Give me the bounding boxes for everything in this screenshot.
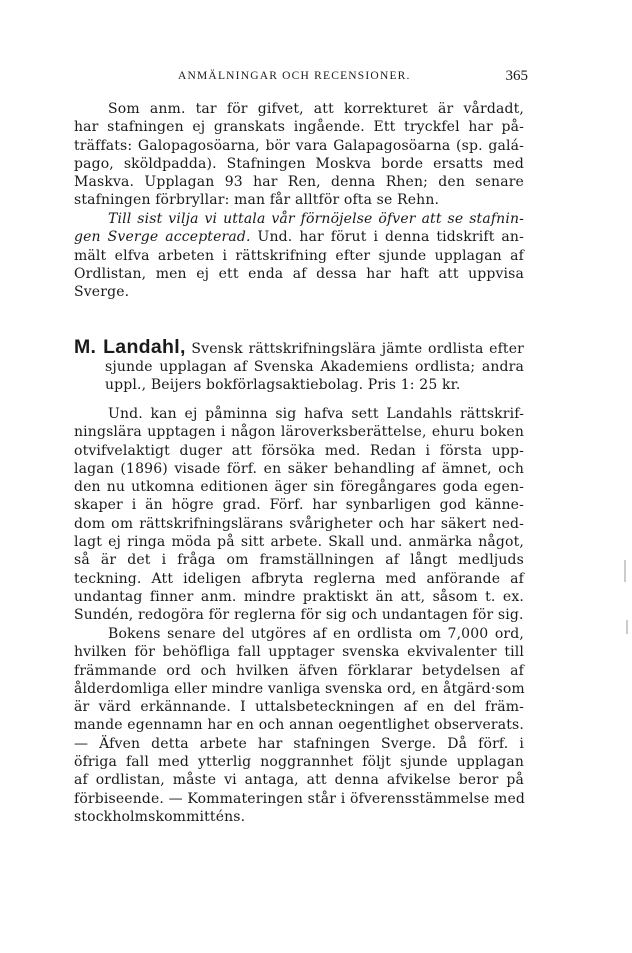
review-heading bbox=[74, 336, 524, 395]
review-heading-line bbox=[74, 336, 524, 358]
italic-text: Till sist vilja vi uttala vår förnöjelse öfver att se stafnin- bbox=[108, 211, 524, 227]
text-line: stockholmskommitténs. bbox=[74, 808, 246, 825]
text-line: så är det i fråga om framställningen af långt medljuds bbox=[74, 552, 524, 569]
scan-mark bbox=[624, 560, 626, 582]
intro-paragraph bbox=[74, 100, 524, 210]
text-line bbox=[74, 228, 524, 246]
running-head bbox=[80, 68, 528, 88]
italic-paragraph bbox=[74, 210, 524, 301]
text-line: lagan (1896) visade förf. en säker behandling af ämnet, och bbox=[74, 460, 524, 477]
page-number: 365 bbox=[505, 68, 528, 84]
text-line: Und. kan ej påminna sig hafva sett Landahls rättskrif- bbox=[108, 406, 524, 422]
text-line bbox=[74, 210, 524, 228]
text-line: ningslära upptagen i någon läroverksberättelse, ehuru boken bbox=[74, 424, 524, 441]
text-line: den nu utkomna editionen äger sin föregångares goda egen- bbox=[74, 479, 524, 496]
text-line: Sverge. bbox=[74, 284, 130, 301]
review-paragraph bbox=[74, 405, 524, 625]
text-line: undantag finner anm. mindre praktiskt än att, såsom t. ex. bbox=[74, 588, 524, 605]
italic-text: gen Sverge accepterad. bbox=[74, 229, 251, 246]
review-paragraph bbox=[74, 625, 524, 826]
text-line: öfriga fall med ytterlig noggrannhet följt sjunde upplagan bbox=[74, 754, 524, 771]
review-author: M. Landahl, bbox=[74, 336, 186, 358]
text-line: är värd erkännande. I uttalsbeteckningen af en del främ- bbox=[74, 699, 524, 716]
text-line: uppl., Beijers bokförlagsaktiebolag. Pris 1: 25 kr. bbox=[105, 377, 461, 394]
text-line: skaper i än högre grad. Förf. har synbarligen god känne- bbox=[74, 497, 524, 514]
text-line: Maskva. Upplagan 93 har Ren, denna Rhen; den senare bbox=[74, 174, 524, 191]
text-line: otvifvelaktigt duger att försöka med. Redan i första upp- bbox=[74, 442, 524, 459]
text-line: sjunde upplagan af Svenska Akademiens ordlista; andra bbox=[105, 359, 524, 375]
text-line: dom om rättskrifningslärans svårigheter och har säkert ned- bbox=[74, 515, 524, 532]
text-line: Sundén, redogöra för reglerna för sig och undantagen för sig. bbox=[74, 607, 524, 624]
running-title: ANMÄLNINGAR OCH RECENSIONER. bbox=[178, 70, 411, 82]
text-line: träffats: Galopagosöarna, bör vara Galapagosöarna (sp. galá- bbox=[74, 137, 524, 154]
text-line: pago, sköldpadda). Stafningen Moskva borde ersatts med bbox=[74, 155, 524, 172]
review-title: Svensk rättskrifningslära jämte ordlista efter bbox=[191, 341, 524, 357]
text-line: Ordlistan, men ej ett enda af dessa har haft att uppvisa bbox=[74, 265, 524, 282]
scan-mark bbox=[626, 620, 628, 634]
text-line: teckning. Att ideligen afbryta reglerna med anförande af bbox=[74, 570, 524, 587]
text-line: främmande ord och hvilken äfven förklarar betydelsen af bbox=[74, 662, 524, 679]
text-line: hvilken för behöfliga fall upptager svenska ekvivalenter till bbox=[74, 644, 524, 661]
text-line: lagt ej ringa möda på sitt arbete. Skall und. anmärka något, bbox=[74, 534, 524, 551]
text-line: Som anm. tar för gifvet, att korrekturet är vårdadt, bbox=[108, 101, 524, 117]
text-line: har stafningen ej granskats ingående. Ett tryckfel har på- bbox=[74, 119, 524, 136]
text-line: af ordlistan, måste vi antaga, att denna afvikelse beror på bbox=[74, 772, 524, 789]
text-line: mande egennamn har en och annan oegentlighet observerats. bbox=[74, 717, 524, 734]
text-line: stafningen förbryllar: man får alltför ofta se Rehn. bbox=[74, 192, 440, 209]
text-segment: Und. har förut i denna tidskrift an- bbox=[257, 229, 524, 246]
text-line: mält elfva arbeten i rättskrifning efter sjunde upplagan af bbox=[74, 247, 524, 264]
text-line: — Äfven detta arbete har stafningen Sverge. Då förf. i bbox=[74, 735, 524, 752]
text-line: ålderdomliga eller mindre vanliga svenska ord, en åtgärd·som bbox=[74, 680, 525, 697]
text-line: Bokens senare del utgöres af en ordlista om 7,000 ord, bbox=[108, 626, 524, 642]
text-line: förbiseende. — Kommateringen står i öfverensstämmelse med bbox=[74, 790, 526, 807]
